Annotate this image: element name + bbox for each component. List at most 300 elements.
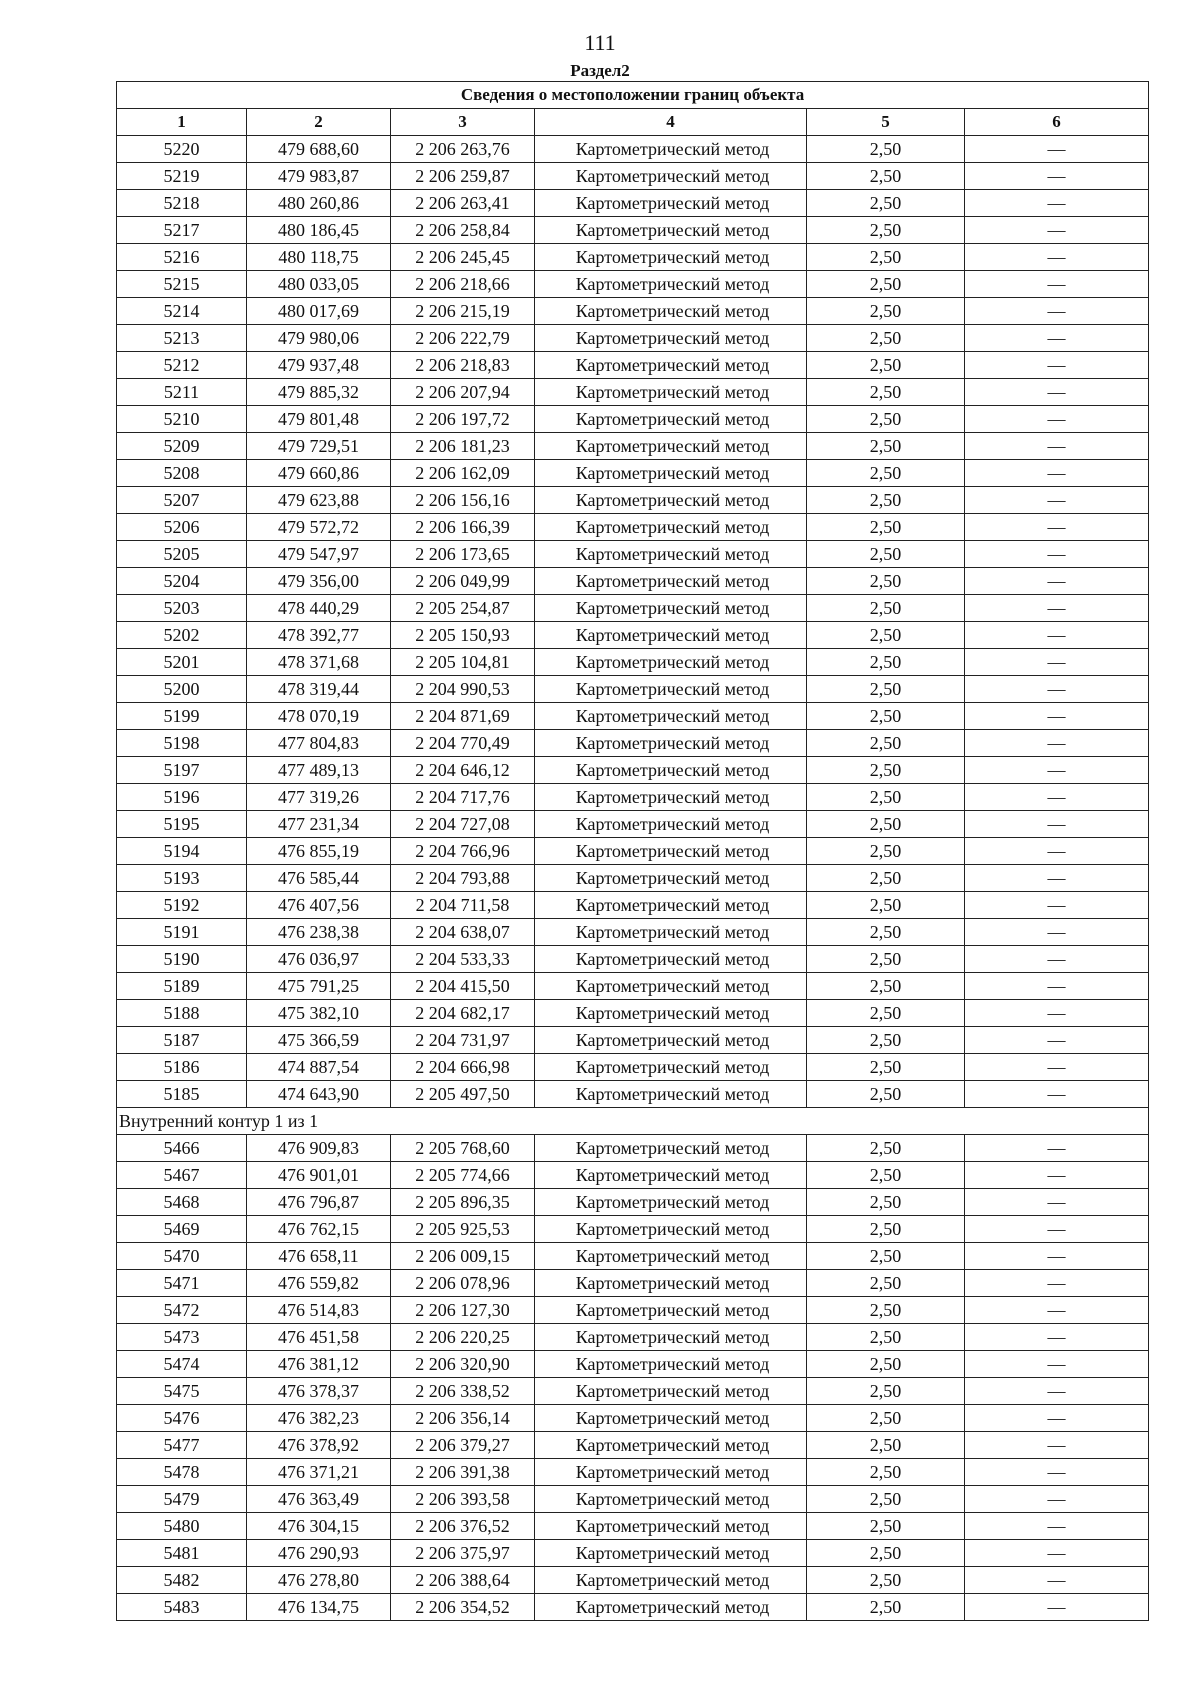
point-number-cell: 5204: [117, 568, 247, 595]
table-row: [117, 784, 1149, 811]
y-coordinate-cell: 2 206 259,87: [391, 163, 535, 190]
column-header: 3: [391, 109, 535, 136]
table-row: [117, 1378, 1149, 1405]
method-cell: Картометрический метод: [535, 406, 807, 433]
accuracy-cell: 2,50: [807, 784, 965, 811]
description-cell: —: [965, 703, 1149, 730]
description-cell: —: [965, 244, 1149, 271]
description-cell: —: [965, 595, 1149, 622]
y-coordinate-cell: 2 204 682,17: [391, 1000, 535, 1027]
description-cell: —: [965, 1216, 1149, 1243]
y-coordinate-cell: 2 206 375,97: [391, 1540, 535, 1567]
y-coordinate-cell: 2 204 731,97: [391, 1027, 535, 1054]
table-row: [117, 271, 1149, 298]
description-cell: —: [965, 1162, 1149, 1189]
description-cell: —: [965, 649, 1149, 676]
x-coordinate-cell: 476 290,93: [247, 1540, 391, 1567]
table-row: [117, 595, 1149, 622]
table-row: [117, 919, 1149, 946]
column-header: 6: [965, 109, 1149, 136]
x-coordinate-cell: 480 186,45: [247, 217, 391, 244]
table-row: [117, 298, 1149, 325]
description-cell: —: [965, 1297, 1149, 1324]
x-coordinate-cell: 480 260,86: [247, 190, 391, 217]
y-coordinate-cell: 2 206 258,84: [391, 217, 535, 244]
y-coordinate-cell: 2 204 666,98: [391, 1054, 535, 1081]
method-cell: Картометрический метод: [535, 433, 807, 460]
y-coordinate-cell: 2 204 533,33: [391, 946, 535, 973]
description-cell: —: [965, 730, 1149, 757]
description-cell: —: [965, 1027, 1149, 1054]
accuracy-cell: 2,50: [807, 865, 965, 892]
x-coordinate-cell: 477 231,34: [247, 811, 391, 838]
x-coordinate-cell: 479 688,60: [247, 136, 391, 163]
accuracy-cell: 2,50: [807, 1297, 965, 1324]
table-row: [117, 622, 1149, 649]
description-cell: —: [965, 1324, 1149, 1351]
table-title: Сведения о местоположении границ объекта: [117, 82, 1149, 109]
description-cell: —: [965, 1567, 1149, 1594]
table-row: [117, 1081, 1149, 1108]
table-row: [117, 406, 1149, 433]
point-number-cell: 5197: [117, 757, 247, 784]
method-cell: Картометрический метод: [535, 1513, 807, 1540]
accuracy-cell: 2,50: [807, 919, 965, 946]
point-number-cell: 5470: [117, 1243, 247, 1270]
x-coordinate-cell: 476 238,38: [247, 919, 391, 946]
x-coordinate-cell: 479 729,51: [247, 433, 391, 460]
point-number-cell: 5203: [117, 595, 247, 622]
y-coordinate-cell: 2 206 218,66: [391, 271, 535, 298]
point-number-cell: 5198: [117, 730, 247, 757]
description-cell: —: [965, 676, 1149, 703]
table-row: [117, 1486, 1149, 1513]
accuracy-cell: 2,50: [807, 244, 965, 271]
point-number-cell: 5196: [117, 784, 247, 811]
accuracy-cell: 2,50: [807, 1270, 965, 1297]
y-coordinate-cell: 2 206 263,41: [391, 190, 535, 217]
method-cell: Картометрический метод: [535, 1486, 807, 1513]
method-cell: Картометрический метод: [535, 271, 807, 298]
y-coordinate-cell: 2 205 896,35: [391, 1189, 535, 1216]
method-cell: Картометрический метод: [535, 217, 807, 244]
x-coordinate-cell: 476 559,82: [247, 1270, 391, 1297]
x-coordinate-cell: 480 033,05: [247, 271, 391, 298]
y-coordinate-cell: 2 206 376,52: [391, 1513, 535, 1540]
y-coordinate-cell: 2 204 727,08: [391, 811, 535, 838]
y-coordinate-cell: 2 204 990,53: [391, 676, 535, 703]
point-number-cell: 5471: [117, 1270, 247, 1297]
description-cell: —: [965, 1135, 1149, 1162]
table-row: [117, 703, 1149, 730]
accuracy-cell: 2,50: [807, 1243, 965, 1270]
accuracy-cell: 2,50: [807, 1351, 965, 1378]
method-cell: Картометрический метод: [535, 1432, 807, 1459]
y-coordinate-cell: 2 206 181,23: [391, 433, 535, 460]
method-cell: Картометрический метод: [535, 136, 807, 163]
point-number-cell: 5475: [117, 1378, 247, 1405]
description-cell: —: [965, 1243, 1149, 1270]
y-coordinate-cell: 2 206 222,79: [391, 325, 535, 352]
point-number-cell: 5219: [117, 163, 247, 190]
boundary-table: [116, 81, 1149, 1621]
accuracy-cell: 2,50: [807, 379, 965, 406]
table-row: [117, 1594, 1149, 1621]
y-coordinate-cell: 2 204 638,07: [391, 919, 535, 946]
y-coordinate-cell: 2 206 197,72: [391, 406, 535, 433]
table-row: [117, 1540, 1149, 1567]
table-title-row: [117, 82, 1149, 109]
method-cell: Картометрический метод: [535, 514, 807, 541]
description-cell: —: [965, 541, 1149, 568]
accuracy-cell: 2,50: [807, 1324, 965, 1351]
method-cell: Картометрический метод: [535, 838, 807, 865]
table-row: [117, 811, 1149, 838]
y-coordinate-cell: 2 206 173,65: [391, 541, 535, 568]
table-row: [117, 163, 1149, 190]
table-row: [117, 757, 1149, 784]
method-cell: Картометрический метод: [535, 325, 807, 352]
accuracy-cell: 2,50: [807, 703, 965, 730]
accuracy-cell: 2,50: [807, 892, 965, 919]
page-number: 111: [584, 30, 616, 55]
point-number-cell: 5213: [117, 325, 247, 352]
point-number-cell: 5466: [117, 1135, 247, 1162]
accuracy-cell: 2,50: [807, 649, 965, 676]
y-coordinate-cell: 2 206 379,27: [391, 1432, 535, 1459]
y-coordinate-cell: 2 206 156,16: [391, 487, 535, 514]
column-header: 4: [535, 109, 807, 136]
description-cell: —: [965, 1378, 1149, 1405]
x-coordinate-cell: 478 371,68: [247, 649, 391, 676]
method-cell: Картометрический метод: [535, 919, 807, 946]
y-coordinate-cell: 2 206 127,30: [391, 1297, 535, 1324]
table-row: [117, 1405, 1149, 1432]
table-row: [117, 1270, 1149, 1297]
table-row: [117, 1027, 1149, 1054]
y-coordinate-cell: 2 205 497,50: [391, 1081, 535, 1108]
method-cell: Картометрический метод: [535, 1000, 807, 1027]
table-row: [117, 190, 1149, 217]
point-number-cell: 5187: [117, 1027, 247, 1054]
point-number-cell: 5472: [117, 1297, 247, 1324]
table-row: [117, 838, 1149, 865]
table-row: [117, 217, 1149, 244]
table-row: [117, 244, 1149, 271]
x-coordinate-cell: 480 118,75: [247, 244, 391, 271]
accuracy-cell: 2,50: [807, 190, 965, 217]
accuracy-cell: 2,50: [807, 946, 965, 973]
method-cell: Картометрический метод: [535, 676, 807, 703]
x-coordinate-cell: 476 909,83: [247, 1135, 391, 1162]
point-number-cell: 5218: [117, 190, 247, 217]
y-coordinate-cell: 2 206 166,39: [391, 514, 535, 541]
method-cell: Картометрический метод: [535, 1135, 807, 1162]
accuracy-cell: 2,50: [807, 1540, 965, 1567]
point-number-cell: 5191: [117, 919, 247, 946]
description-cell: —: [965, 487, 1149, 514]
x-coordinate-cell: 475 366,59: [247, 1027, 391, 1054]
point-number-cell: 5473: [117, 1324, 247, 1351]
point-number-cell: 5193: [117, 865, 247, 892]
accuracy-cell: 2,50: [807, 1000, 965, 1027]
table-row: [117, 379, 1149, 406]
point-number-cell: 5214: [117, 298, 247, 325]
description-cell: —: [965, 136, 1149, 163]
method-cell: Картометрический метод: [535, 1054, 807, 1081]
table-row: [117, 1432, 1149, 1459]
method-cell: Картометрический метод: [535, 1081, 807, 1108]
y-coordinate-cell: 2 205 925,53: [391, 1216, 535, 1243]
x-coordinate-cell: 476 407,56: [247, 892, 391, 919]
y-coordinate-cell: 2 206 356,14: [391, 1405, 535, 1432]
accuracy-cell: 2,50: [807, 811, 965, 838]
table-row: [117, 730, 1149, 757]
y-coordinate-cell: 2 206 009,15: [391, 1243, 535, 1270]
x-coordinate-cell: 476 278,80: [247, 1567, 391, 1594]
description-cell: —: [965, 379, 1149, 406]
accuracy-cell: 2,50: [807, 568, 965, 595]
x-coordinate-cell: 476 585,44: [247, 865, 391, 892]
x-coordinate-cell: 474 887,54: [247, 1054, 391, 1081]
x-coordinate-cell: 477 804,83: [247, 730, 391, 757]
method-cell: Картометрический метод: [535, 1297, 807, 1324]
description-cell: —: [965, 1270, 1149, 1297]
description-cell: —: [965, 1000, 1149, 1027]
y-coordinate-cell: 2 206 391,38: [391, 1459, 535, 1486]
accuracy-cell: 2,50: [807, 973, 965, 1000]
table-row: [117, 514, 1149, 541]
table-row: [117, 1135, 1149, 1162]
x-coordinate-cell: 476 134,75: [247, 1594, 391, 1621]
point-number-cell: 5199: [117, 703, 247, 730]
point-number-cell: 5479: [117, 1486, 247, 1513]
method-cell: Картометрический метод: [535, 703, 807, 730]
description-cell: —: [965, 622, 1149, 649]
description-cell: —: [965, 1513, 1149, 1540]
point-number-cell: 5480: [117, 1513, 247, 1540]
table-row: [117, 1000, 1149, 1027]
column-header: 5: [807, 109, 965, 136]
x-coordinate-cell: 476 378,37: [247, 1378, 391, 1405]
description-cell: —: [965, 271, 1149, 298]
x-coordinate-cell: 480 017,69: [247, 298, 391, 325]
column-header: 1: [117, 109, 247, 136]
description-cell: —: [965, 1540, 1149, 1567]
accuracy-cell: 2,50: [807, 1432, 965, 1459]
y-coordinate-cell: 2 204 646,12: [391, 757, 535, 784]
y-coordinate-cell: 2 204 793,88: [391, 865, 535, 892]
point-number-cell: 5211: [117, 379, 247, 406]
point-number-cell: 5194: [117, 838, 247, 865]
description-cell: —: [965, 1459, 1149, 1486]
point-number-cell: 5209: [117, 433, 247, 460]
y-coordinate-cell: 2 205 254,87: [391, 595, 535, 622]
point-number-cell: 5469: [117, 1216, 247, 1243]
point-number-cell: 5220: [117, 136, 247, 163]
table-row: [117, 1189, 1149, 1216]
description-cell: —: [965, 352, 1149, 379]
accuracy-cell: 2,50: [807, 1081, 965, 1108]
table-row: [117, 352, 1149, 379]
point-number-cell: 5482: [117, 1567, 247, 1594]
accuracy-cell: 2,50: [807, 352, 965, 379]
description-cell: —: [965, 217, 1149, 244]
x-coordinate-cell: 476 381,12: [247, 1351, 391, 1378]
method-cell: Картометрический метод: [535, 1594, 807, 1621]
x-coordinate-cell: 475 791,25: [247, 973, 391, 1000]
x-coordinate-cell: 478 070,19: [247, 703, 391, 730]
table-row: [117, 1567, 1149, 1594]
accuracy-cell: 2,50: [807, 1135, 965, 1162]
method-cell: Картометрический метод: [535, 1540, 807, 1567]
accuracy-cell: 2,50: [807, 838, 965, 865]
accuracy-cell: 2,50: [807, 595, 965, 622]
x-coordinate-cell: 476 855,19: [247, 838, 391, 865]
x-coordinate-cell: 476 363,49: [247, 1486, 391, 1513]
point-number-cell: 5483: [117, 1594, 247, 1621]
description-cell: —: [965, 919, 1149, 946]
description-cell: —: [965, 838, 1149, 865]
point-number-cell: 5185: [117, 1081, 247, 1108]
y-coordinate-cell: 2 205 768,60: [391, 1135, 535, 1162]
accuracy-cell: 2,50: [807, 1594, 965, 1621]
x-coordinate-cell: 476 901,01: [247, 1162, 391, 1189]
point-number-cell: 5208: [117, 460, 247, 487]
accuracy-cell: 2,50: [807, 514, 965, 541]
accuracy-cell: 2,50: [807, 406, 965, 433]
accuracy-cell: 2,50: [807, 730, 965, 757]
table-row: [117, 676, 1149, 703]
x-coordinate-cell: 476 796,87: [247, 1189, 391, 1216]
x-coordinate-cell: 478 440,29: [247, 595, 391, 622]
accuracy-cell: 2,50: [807, 136, 965, 163]
x-coordinate-cell: 479 885,32: [247, 379, 391, 406]
x-coordinate-cell: 479 356,00: [247, 568, 391, 595]
table-row: [117, 1351, 1149, 1378]
accuracy-cell: 2,50: [807, 298, 965, 325]
method-cell: Картометрический метод: [535, 298, 807, 325]
y-coordinate-cell: 2 204 770,49: [391, 730, 535, 757]
accuracy-cell: 2,50: [807, 1216, 965, 1243]
x-coordinate-cell: 479 937,48: [247, 352, 391, 379]
y-coordinate-cell: 2 206 338,52: [391, 1378, 535, 1405]
accuracy-cell: 2,50: [807, 1027, 965, 1054]
point-number-cell: 5200: [117, 676, 247, 703]
method-cell: Картометрический метод: [535, 1162, 807, 1189]
point-number-cell: 5481: [117, 1540, 247, 1567]
description-cell: —: [965, 325, 1149, 352]
y-coordinate-cell: 2 204 415,50: [391, 973, 535, 1000]
method-cell: Картометрический метод: [535, 1027, 807, 1054]
table-row: [117, 1513, 1149, 1540]
method-cell: Картометрический метод: [535, 1378, 807, 1405]
table-row: [117, 433, 1149, 460]
point-number-cell: 5192: [117, 892, 247, 919]
accuracy-cell: 2,50: [807, 676, 965, 703]
y-coordinate-cell: 2 206 078,96: [391, 1270, 535, 1297]
description-cell: —: [965, 973, 1149, 1000]
x-coordinate-cell: 476 658,11: [247, 1243, 391, 1270]
description-cell: —: [965, 1189, 1149, 1216]
description-cell: —: [965, 1405, 1149, 1432]
description-cell: —: [965, 163, 1149, 190]
section-title: Раздел2: [570, 61, 630, 80]
description-cell: —: [965, 433, 1149, 460]
description-cell: —: [965, 460, 1149, 487]
method-cell: Картометрический метод: [535, 1324, 807, 1351]
description-cell: —: [965, 568, 1149, 595]
point-number-cell: 5215: [117, 271, 247, 298]
x-coordinate-cell: 479 547,97: [247, 541, 391, 568]
description-cell: —: [965, 892, 1149, 919]
x-coordinate-cell: 478 319,44: [247, 676, 391, 703]
column-header: 2: [247, 109, 391, 136]
point-number-cell: 5478: [117, 1459, 247, 1486]
y-coordinate-cell: 2 206 245,45: [391, 244, 535, 271]
method-cell: Картометрический метод: [535, 1459, 807, 1486]
point-number-cell: 5186: [117, 1054, 247, 1081]
table-row: [117, 1243, 1149, 1270]
y-coordinate-cell: 2 206 162,09: [391, 460, 535, 487]
point-number-cell: 5474: [117, 1351, 247, 1378]
x-coordinate-cell: 479 623,88: [247, 487, 391, 514]
x-coordinate-cell: 479 980,06: [247, 325, 391, 352]
table-row: [117, 1054, 1149, 1081]
point-number-cell: 5207: [117, 487, 247, 514]
accuracy-cell: 2,50: [807, 1189, 965, 1216]
y-coordinate-cell: 2 206 049,99: [391, 568, 535, 595]
method-cell: Картометрический метод: [535, 190, 807, 217]
y-coordinate-cell: 2 204 766,96: [391, 838, 535, 865]
point-number-cell: 5195: [117, 811, 247, 838]
point-number-cell: 5202: [117, 622, 247, 649]
accuracy-cell: 2,50: [807, 1054, 965, 1081]
x-coordinate-cell: 478 392,77: [247, 622, 391, 649]
point-number-cell: 5189: [117, 973, 247, 1000]
accuracy-cell: 2,50: [807, 541, 965, 568]
method-cell: Картометрический метод: [535, 163, 807, 190]
x-coordinate-cell: 476 304,15: [247, 1513, 391, 1540]
point-number-cell: 5190: [117, 946, 247, 973]
y-coordinate-cell: 2 205 150,93: [391, 622, 535, 649]
x-coordinate-cell: 476 036,97: [247, 946, 391, 973]
y-coordinate-cell: 2 206 263,76: [391, 136, 535, 163]
x-coordinate-cell: 476 371,21: [247, 1459, 391, 1486]
y-coordinate-cell: 2 204 871,69: [391, 703, 535, 730]
x-coordinate-cell: 476 451,58: [247, 1324, 391, 1351]
point-number-cell: 5212: [117, 352, 247, 379]
method-cell: Картометрический метод: [535, 595, 807, 622]
accuracy-cell: 2,50: [807, 433, 965, 460]
point-number-cell: 5476: [117, 1405, 247, 1432]
x-coordinate-cell: 474 643,90: [247, 1081, 391, 1108]
accuracy-cell: 2,50: [807, 1567, 965, 1594]
y-coordinate-cell: 2 206 207,94: [391, 379, 535, 406]
table-row: [117, 1162, 1149, 1189]
x-coordinate-cell: 475 382,10: [247, 1000, 391, 1027]
table-row: [117, 892, 1149, 919]
x-coordinate-cell: 477 489,13: [247, 757, 391, 784]
accuracy-cell: 2,50: [807, 1486, 965, 1513]
description-cell: —: [965, 946, 1149, 973]
accuracy-cell: 2,50: [807, 271, 965, 298]
y-coordinate-cell: 2 205 104,81: [391, 649, 535, 676]
table-row: [117, 1297, 1149, 1324]
table-row: [117, 1324, 1149, 1351]
description-cell: —: [965, 514, 1149, 541]
point-number-cell: 5477: [117, 1432, 247, 1459]
